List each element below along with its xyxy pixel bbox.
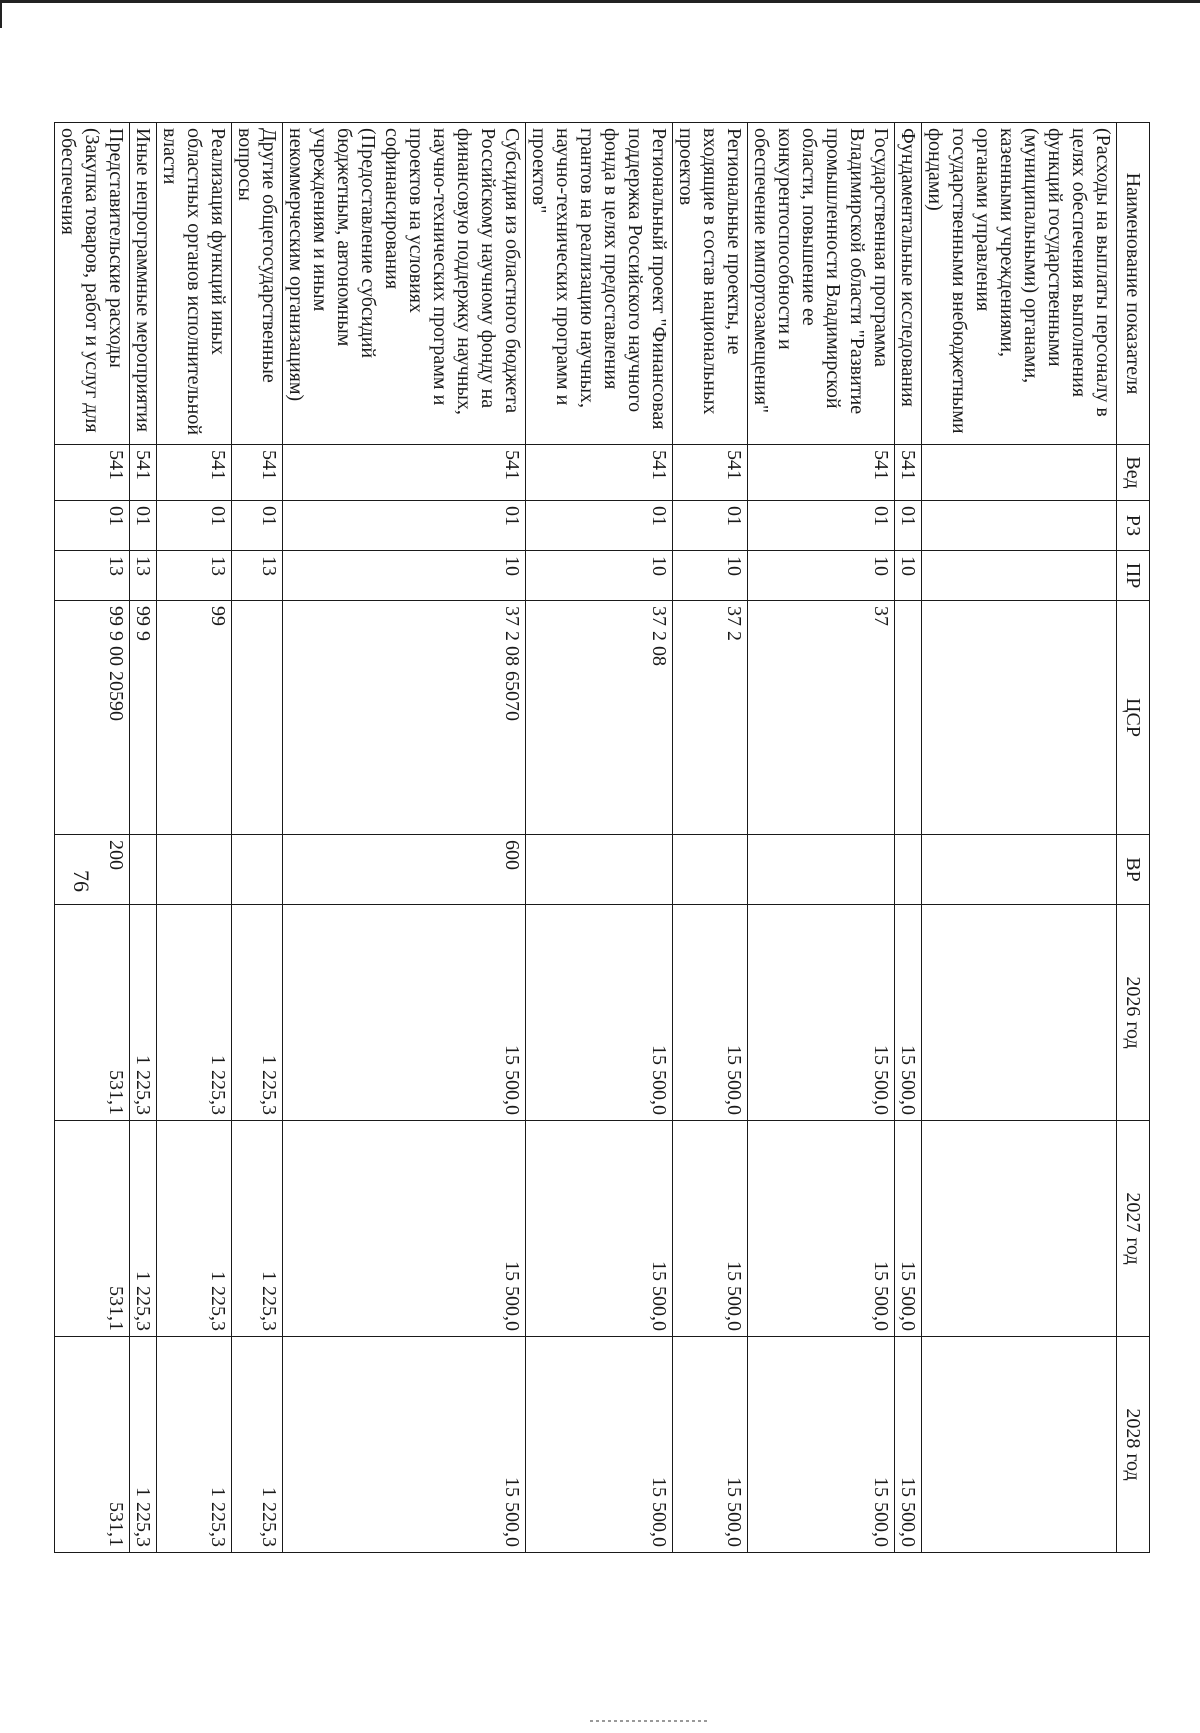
cell-2026: 15 500,0 (526, 905, 673, 1121)
cell-vr (748, 835, 895, 905)
table-row (157, 123, 232, 1553)
table-row (283, 123, 526, 1553)
cell-pr (922, 551, 1117, 601)
cell-csr: 37 2 08 65070 (283, 601, 526, 835)
cell-csr: 37 2 08 (526, 601, 673, 835)
cell-ved: 541 (232, 445, 283, 501)
cell-vr: 600 (283, 835, 526, 905)
table-row (232, 123, 283, 1553)
header-2027: 2027 год (1117, 1121, 1150, 1337)
cell-vr (130, 835, 157, 905)
header-2028: 2028 год (1117, 1337, 1150, 1553)
cell-2026: 1 225,3 (157, 905, 232, 1121)
header-name: Наименование показателя (1117, 123, 1150, 445)
scan-artifact (590, 1720, 710, 1722)
table-row (55, 123, 130, 1553)
table-row (748, 123, 895, 1553)
cell-vr (922, 835, 1117, 905)
cell-2028: 1 225,3 (232, 1337, 283, 1553)
cell-2026: 15 500,0 (895, 905, 922, 1121)
cell-rz (922, 501, 1117, 551)
table-row (895, 123, 922, 1553)
cell-2028: 15 500,0 (895, 1337, 922, 1553)
cell-name: Региональные проекты, не входящие в состав национальных проектов (673, 123, 748, 445)
cell-name: Фундаментальные исследования (895, 123, 922, 445)
cell-2027: 531,1 (55, 1121, 130, 1337)
cell-ved: 541 (895, 445, 922, 501)
header-rz: РЗ (1117, 501, 1150, 551)
header-csr: ЦСР (1117, 601, 1150, 835)
header-ved: Вед (1117, 445, 1150, 501)
cell-2027: 1 225,3 (130, 1121, 157, 1337)
cell-rz: 01 (55, 501, 130, 551)
cell-pr: 10 (526, 551, 673, 601)
cell-csr: 99 9 (130, 601, 157, 835)
cell-pr: 13 (130, 551, 157, 601)
cell-ved: 541 (157, 445, 232, 501)
cell-2028: 15 500,0 (283, 1337, 526, 1553)
cell-name: Региональный проект "Финансовая поддержка Российского научного фонда в целях предоставления грантов на реализацию научных, научно-технических программ и проектов" (526, 123, 673, 445)
cell-csr (922, 601, 1117, 835)
cell-2027: 15 500,0 (748, 1121, 895, 1337)
cell-csr: 99 (157, 601, 232, 835)
cell-2028: 15 500,0 (748, 1337, 895, 1553)
cell-vr: 200 (55, 835, 130, 905)
cell-2028: 15 500,0 (673, 1337, 748, 1553)
cell-rz: 01 (748, 501, 895, 551)
cell-name: Субсидия из областного бюджета Российскому научному фонду на финансовую поддержку научных, научно-технических программ и проектов на условиях софинансирования (Предоставление субсидий бюджетным, автономным учреждениям и иным некоммерческим организациям) (283, 123, 526, 445)
scan-left-border (0, 0, 2, 28)
cell-pr: 10 (895, 551, 922, 601)
header-vr: ВР (1117, 835, 1150, 905)
cell-2026 (922, 905, 1117, 1121)
cell-name: Другие общегосударственные вопросы (232, 123, 283, 445)
cell-name: (Расходы на выплаты персоналу в целях обеспечения выполнения функций государственными (муниципальными) органами, казенными учреждениями, органами управления государственными внебюджетными фондами) (922, 123, 1117, 445)
cell-csr: 99 9 00 20590 (55, 601, 130, 835)
cell-pr: 10 (748, 551, 895, 601)
cell-csr: 37 (748, 601, 895, 835)
cell-2026: 15 500,0 (748, 905, 895, 1121)
header-pr: ПР (1117, 551, 1150, 601)
cell-2027: 15 500,0 (526, 1121, 673, 1337)
cell-vr (673, 835, 748, 905)
cell-ved: 541 (526, 445, 673, 501)
cell-2028: 1 225,3 (130, 1337, 157, 1553)
cell-pr: 10 (283, 551, 526, 601)
cell-2028: 531,1 (55, 1337, 130, 1553)
cell-pr: 13 (232, 551, 283, 601)
cell-2027: 1 225,3 (232, 1121, 283, 1337)
cell-2027 (922, 1121, 1117, 1337)
cell-ved: 541 (283, 445, 526, 501)
table-row (130, 123, 157, 1553)
cell-2028: 1 225,3 (157, 1337, 232, 1553)
cell-vr (232, 835, 283, 905)
cell-2027: 15 500,0 (895, 1121, 922, 1337)
scan-top-border (0, 0, 1200, 3)
table-row (922, 123, 1117, 1553)
cell-name: Государственная программа Владимирской области "Развитие промышленности Владимирской области, повышение ее конкурентоспособности и обеспечение импортозамещения" (748, 123, 895, 445)
cell-rz: 01 (895, 501, 922, 551)
cell-rz: 01 (157, 501, 232, 551)
cell-pr: 13 (157, 551, 232, 601)
cell-csr: 37 2 (673, 601, 748, 835)
cell-vr (895, 835, 922, 905)
cell-2026: 15 500,0 (283, 905, 526, 1121)
cell-rz: 01 (232, 501, 283, 551)
cell-vr (526, 835, 673, 905)
cell-pr: 13 (55, 551, 130, 601)
cell-2026: 15 500,0 (673, 905, 748, 1121)
cell-2026: 1 225,3 (232, 905, 283, 1121)
cell-csr (232, 601, 283, 835)
cell-rz: 01 (130, 501, 157, 551)
cell-rz: 01 (283, 501, 526, 551)
cell-name: Представительские расходы (Закупка товаров, работ и услуг для обеспечения (55, 123, 130, 445)
table-row (673, 123, 748, 1553)
cell-ved: 541 (673, 445, 748, 501)
cell-name: Реализация функций иных областных органов исполнительной власти (157, 123, 232, 445)
cell-2028: 15 500,0 (526, 1337, 673, 1553)
cell-csr (895, 601, 922, 835)
budget-table (54, 122, 1150, 1553)
cell-2027: 15 500,0 (673, 1121, 748, 1337)
cell-name: Иные непрограммные мероприятия (130, 123, 157, 445)
cell-ved: 541 (130, 445, 157, 501)
cell-2026: 1 225,3 (130, 905, 157, 1121)
cell-vr (157, 835, 232, 905)
cell-2028 (922, 1337, 1117, 1553)
cell-ved (922, 445, 1117, 501)
cell-rz: 01 (526, 501, 673, 551)
cell-2027: 1 225,3 (157, 1121, 232, 1337)
cell-pr: 10 (673, 551, 748, 601)
table-row (526, 123, 673, 1553)
table-header-row (1117, 123, 1150, 1553)
cell-2026: 531,1 (55, 905, 130, 1121)
cell-ved: 541 (55, 445, 130, 501)
cell-rz: 01 (673, 501, 748, 551)
cell-ved: 541 (748, 445, 895, 501)
page-number: 76 (69, 870, 94, 892)
header-2026: 2026 год (1117, 905, 1150, 1121)
cell-2027: 15 500,0 (283, 1121, 526, 1337)
